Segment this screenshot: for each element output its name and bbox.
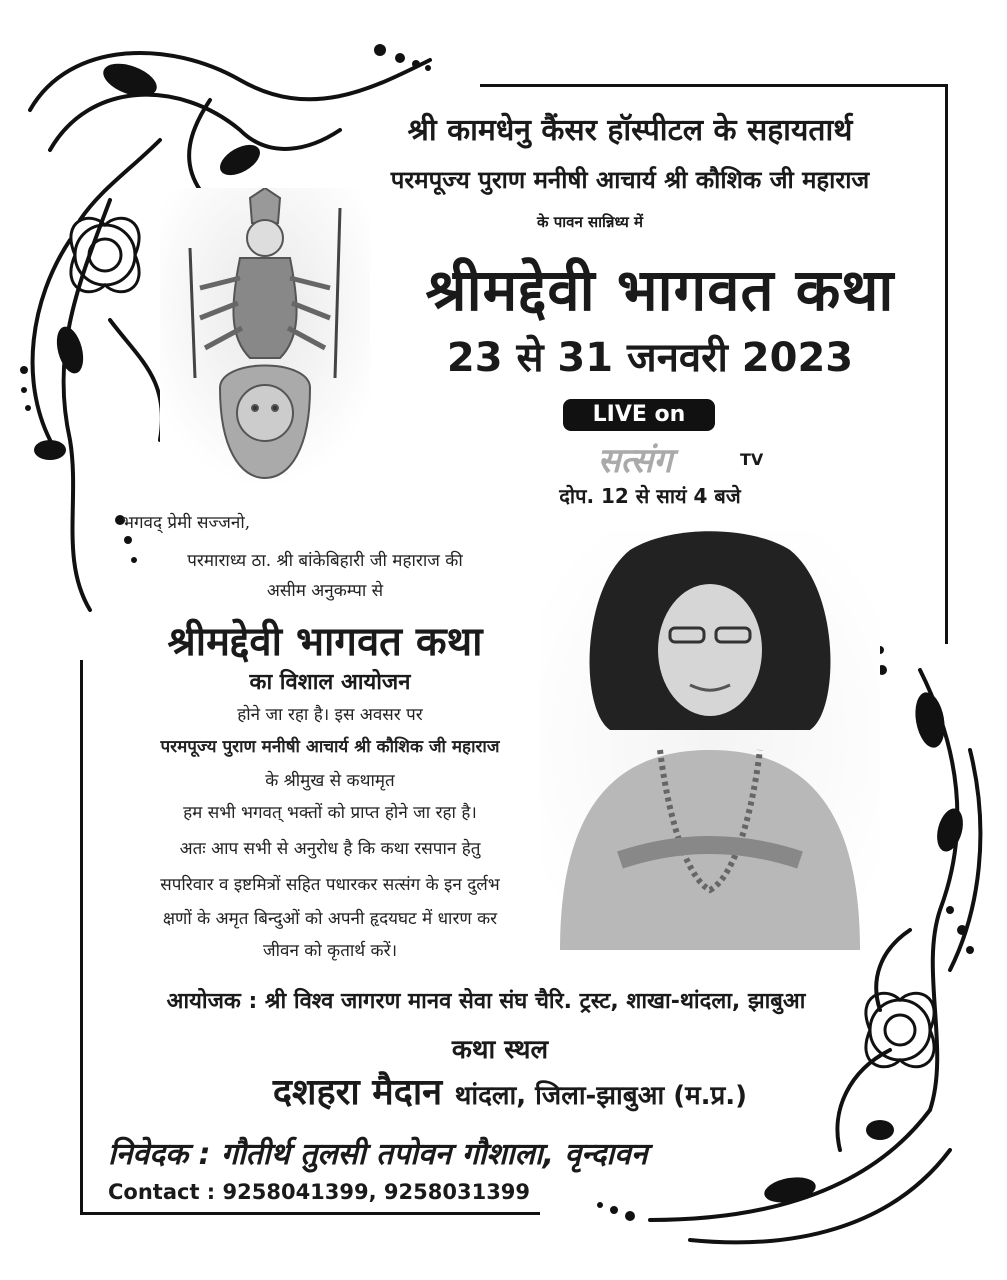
guru-name-line: परमपूज्य पुराण मनीषी आचार्य श्री कौशिक जी महाराज (390, 166, 870, 194)
live-on-badge: LIVE on (563, 399, 715, 431)
nivedak-line: निवेदक : गौतीर्थ तुलसी तपोवन गौशाला, वृन्दावन (108, 1137, 648, 1172)
goddess-durga-illustration (160, 188, 370, 488)
purpose-line: श्री कामधेनु कैंसर हॉस्पीटल के सहायतार्थ (407, 113, 853, 148)
letter-salutation: भगवद् प्रेमी सज्जनो, (122, 513, 251, 533)
organizer-line: आयोजक : श्री विश्व जागरण मानव सेवा संघ चैरि. ट्रस्ट, शाखा-थांदला, झाबुआ (166, 989, 806, 1014)
frame-top-line (480, 84, 948, 87)
presence-line: के पावन सान्निध्य में (536, 213, 644, 231)
letter-line: परमाराध्य ठा. श्री बांकेबिहारी जी महाराज की (187, 551, 463, 571)
venue-label: कथा स्थल (451, 1035, 549, 1065)
katha-title: श्रीमद्देवी भागवत कथा (425, 256, 895, 324)
venue-sub: थांदला, जिला-झाबुआ (म.प्र.) (454, 1081, 748, 1111)
letter-body-line: अतः आप सभी से अनुरोध है कि कथा रसपान हेतु (179, 839, 481, 859)
letter-body-line: होने जा रहा है। इस अवसर पर (237, 705, 423, 725)
letter-body-line: के श्रीमुख से कथामृत (265, 771, 395, 791)
frame-bottom-line (80, 1212, 540, 1215)
letter-guru-line: परमपूज्य पुराण मनीषी आचार्य श्री कौशिक जी महाराज (160, 737, 500, 757)
letter-body-line: सपरिवार व इष्टमित्रों सहित पधारकर सत्संग के इन दुर्लभ (160, 875, 500, 895)
frame-left-line (80, 660, 83, 1215)
event-dates: 23 से 31 जनवरी 2023 (446, 335, 854, 381)
contact-numbers: Contact : 9258041399, 9258031399 (108, 1180, 531, 1204)
grand-event-line: का विशाल आयोजन (249, 670, 411, 695)
venue-main: दशहरा मैदान (272, 1072, 443, 1113)
letter-body-line: जीवन को कृतार्थ करें। (262, 941, 398, 961)
venue-line (150, 1066, 870, 1115)
broadcast-timing: दोप. 12 से सायं 4 बजे (559, 484, 741, 508)
letter-line: असीम अनुकम्पा से (266, 581, 384, 601)
letter-katha-title: श्रीमद्देवी भागवत कथा (167, 619, 483, 665)
satsang-channel-logo: सत्संग (597, 441, 673, 481)
channel-suffix: TV (740, 450, 764, 469)
letter-body-line: क्षणों के अमृत बिन्दुओं को अपनी हृदयघट में धारण कर (162, 909, 498, 929)
letter-body-line: हम सभी भगवत् भक्तों को प्राप्त होने जा रहा है। (183, 803, 477, 823)
acharya-portrait-photo (540, 530, 880, 950)
